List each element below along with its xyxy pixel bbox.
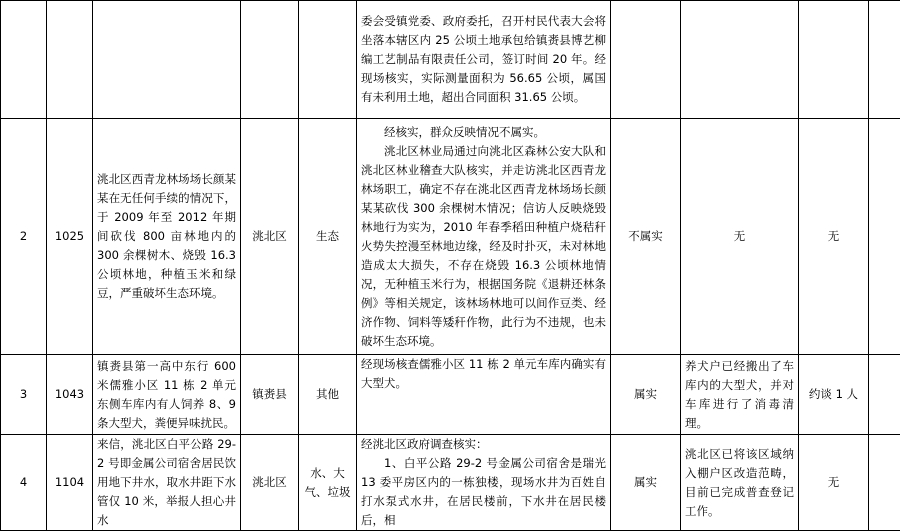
- cell-no: 4: [1, 435, 47, 531]
- verification-paragraph: 委会受镇党委、政府委托，召开村民代表大会将坐落本辖区内 25 公顷土地承包给镇赉县博艺柳编工艺制品有限责任公司，签订时间 20 年。经现场核实，实际测量面积为 56.65 公顷，属国有未利用土地，超出合同面积 31.65 公顷。: [361, 12, 606, 107]
- cell-district: [241, 1, 299, 119]
- table-row: [1, 355, 900, 435]
- cell-complaint: [93, 1, 241, 119]
- verification-paragraph: 经现场核查儒雅小区 11 栋 2 单元车库内确实有大型犬。: [361, 355, 606, 393]
- cell-verification: [357, 1, 611, 119]
- cell-code: 1025: [47, 119, 93, 355]
- cell-is-true: 不属实: [611, 119, 681, 355]
- cell-is-true: 属实: [611, 355, 681, 435]
- cell-no: 2: [1, 119, 47, 355]
- cell-accountability: 无: [799, 119, 869, 355]
- cell-complaint: 镇赉县第一高中东行 600 米儒雅小区 11 栋 2 单元东侧车库内有人饲养 8、9 条大型犬，粪便异味扰民。: [93, 355, 241, 435]
- table-row: [1, 1, 900, 119]
- cell-accountability: [799, 1, 869, 119]
- cell-code: [47, 1, 93, 119]
- cell-district: 镇赉县: [241, 355, 299, 435]
- verification-paragraph: 1、白平公路 29-2 号金属公司宿舍是瑞光 13 委平房区内的一栋独楼，现场水井为百姓自打水泵式水井，在居民楼前，下水井在居民楼后，相: [361, 454, 606, 530]
- cell-rectification: [681, 1, 799, 119]
- cell-category: 生态: [299, 119, 357, 355]
- verification-paragraph: 经洮北区政府调查核实：: [361, 435, 606, 454]
- cell-code: 1043: [47, 355, 93, 435]
- cell-district: 洮北区: [241, 435, 299, 531]
- cell-district: 洮北区: [241, 119, 299, 355]
- cell-remark: [869, 1, 900, 119]
- cell-rectification: 洮北区已将该区域纳入棚户区改造范畴，目前已完成普查登记工作。: [681, 435, 799, 531]
- cell-rectification: 养犬户已经搬出了车库内的大型犬，并对车库进行了消毒清理。: [681, 355, 799, 435]
- cell-accountability: 无: [799, 435, 869, 531]
- cell-remark: [869, 435, 900, 531]
- cell-code: 1104: [47, 435, 93, 531]
- cell-is-true: 属实: [611, 435, 681, 531]
- cell-remark: [869, 119, 900, 355]
- cell-no: 3: [1, 355, 47, 435]
- cell-complaint: 来信，洮北区白平公路 29-2 号即金属公司宿舍居民饮用地下井水，取水井距下水管仅 10 米，举报人担心井水: [93, 435, 241, 531]
- cell-category: 其他: [299, 355, 357, 435]
- cell-rectification: 无: [681, 119, 799, 355]
- cell-verification: [357, 355, 611, 435]
- cell-verification: [357, 119, 611, 355]
- cell-complaint: 洮北区西青龙林场场长颜某某在无任何手续的情况下，于 2009 年至 2012 年期间砍伐 800 亩林地内的 300 余棵树木、烧毁 16.3 公顷林地，种植玉米和绿豆，严重破坏生态环境。: [93, 119, 241, 355]
- cell-category: [299, 1, 357, 119]
- cell-verification: [357, 435, 611, 531]
- table-row: [1, 435, 900, 531]
- table-row: [1, 119, 900, 355]
- cell-category: 水、大气、垃圾: [299, 435, 357, 531]
- cell-remark: [869, 355, 900, 435]
- cell-is-true: [611, 1, 681, 119]
- cell-accountability: 约谈 1 人: [799, 355, 869, 435]
- cell-no: [1, 1, 47, 119]
- verification-paragraph: 经核实，群众反映情况不属实。: [361, 123, 606, 142]
- verification-paragraph: 洮北区林业局通过向洮北区森林公安大队和洮北区林业稽查大队核实，并走访洮北区西青龙林场职工，确定不存在洮北区西青龙林场场长颜某某砍伐 300 余棵树木情况；信访人反映烧毁林地行为实为，2010 年春季稻田种植户烧秸秆火势失控漫至林地边缘，经及时扑灭，未对林地造成太大损失，不存在烧毁 16.3 公顷林地情况，无种植玉米行为，根据国务院《退耕还林条例》等相关规定，该林场林地可以间作豆类、经济作物、饲料等矮秆作物，此行为不违规，也未破坏生态环境。: [361, 142, 606, 351]
